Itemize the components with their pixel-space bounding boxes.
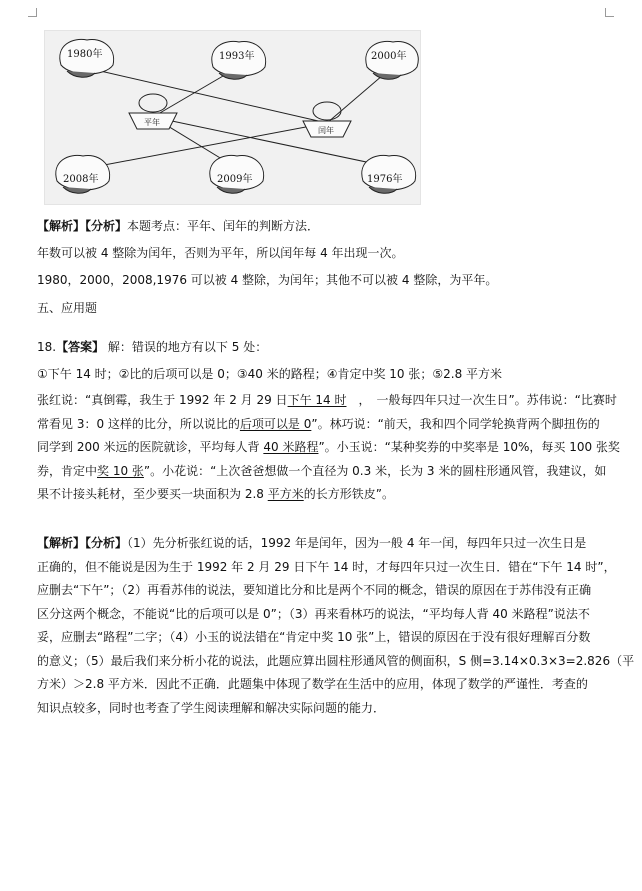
peach-label: 2000年 (371, 51, 407, 62)
basket-label: 平年 (144, 118, 160, 127)
question-number: 18. (37, 340, 57, 354)
analysis-line: 妥，应删去“路程”二字；（4）小玉的说法错在“肯定中奖 10 张”上，错误的原因在于没有很好理解百分数 (37, 630, 591, 644)
analysis-line: 【解析】【分析】（1）先分析张红说的话，1992 年是闰年，因为一般 4 年一闰，每四年只过一次生日是 (37, 536, 587, 550)
peach-label: 1993年 (219, 51, 255, 62)
peach-label: 2008年 (63, 174, 99, 185)
underlined-error: 平方米 (267, 487, 304, 501)
peach-2009 (210, 155, 264, 193)
peach-label: 2009年 (217, 174, 253, 185)
q18-story (37, 389, 620, 507)
q18-errors-list: ①下午 14 时；②比的后项可以是 0；③40 米的路程；④肯定中奖 10 张；⑤2.8 平方米 (37, 367, 503, 381)
story-line: 券，肯定中奖 10 张”。小花说：“上次爸爸想做一个直径为 0.3 米，长为 3 米的圆柱形通风管，我建议，如 (37, 463, 607, 478)
q18-analysis (37, 532, 635, 720)
page-corner-mark (28, 8, 37, 17)
match-line (153, 117, 390, 167)
story-line: 张红说：“真倒霉，我生于 1992 年 2 月 29 日下午 14 时 ， 一般每四年只过一次生日”。苏伟说：“比赛时 (37, 393, 617, 407)
q18-answer-line (37, 339, 617, 355)
analysis-1-line: 1980，2000，2008,1976 可以被 4 整除，为闰年；其他不可以被 4 整除，为平年。 (37, 273, 498, 287)
underlined-error: 后项可以是 0 (239, 416, 312, 431)
underlined-error: 奖 10 张 (97, 463, 144, 478)
matching-diagram (45, 31, 420, 204)
peach-1980 (60, 39, 114, 77)
analysis-line: 正确的，但不能说是因为生于 1992 年 2 月 29 日下午 14 时，才每四年只过一次生日．错在“下午 14 时”， (37, 559, 616, 574)
analysis-line: 知识点较多，同时也考查了学生阅读理解和解决实际问题的能力． (37, 700, 386, 715)
analysis-tag: 【解析】【分析】 (37, 219, 128, 233)
analysis-line: 区分这两个概念，不能说“比的后项可以是 0”；（3）再来看林巧的说法，“平均每人背 40 米路程”说法不 (37, 606, 590, 621)
analysis-line: 的意义；（5）最后我们来分析小花的说法，此题应算出圆柱形通风管的侧面积，S 侧=3.14×0.3×3=2.826（平 (37, 653, 635, 668)
peach-2008 (56, 155, 110, 193)
section-heading: 五、应用题 (37, 301, 98, 315)
analysis-tag: 【解析】【分析】 (37, 536, 128, 550)
answer-intro: 解：错误的地方有以下 5 处： (104, 340, 268, 354)
story-line: 常看见 3：0 这样的比分，所以说比的后项可以是 0”。林巧说：“前天，我和四个同学轮换背两个脚扭伤的 (37, 416, 600, 431)
answer-tag: 【答案】 (56, 340, 105, 354)
analysis-1-line (37, 218, 617, 234)
analysis-text: 本题考点：平年、闰年的判断方法． (127, 219, 320, 233)
underlined-error: 40 米路程 (263, 440, 319, 454)
peach-2000 (366, 41, 418, 79)
underlined-error: 下午 14 时 (287, 393, 347, 407)
leap-year-matching-figure (44, 30, 421, 205)
story-line: 果不计接头耗材，至少要买一块面积为 2.8 平方米的长方形铁皮”。 (37, 487, 394, 501)
peach-label: 1976年 (367, 174, 403, 185)
peach-1976 (362, 155, 416, 193)
story-line: 同学到 200 米远的医院就诊，平均每人背 40 米路程”。小玉说：“某种奖券的中奖率是 10%，每买 100 张奖 (37, 440, 620, 454)
analysis-line: 方米）＞2.8 平方米．因此不正确．此题集中体现了数学在生活中的应用，体现了数学的严谨性．考查的 (37, 677, 588, 691)
analysis-line: 应删去“下午”；（2）再看苏伟的说法，要知道比分和比是两个不同的概念，错误的原因在于苏伟没有正确 (37, 583, 592, 597)
peach-1993 (212, 41, 266, 79)
basket-ordinary-year (129, 94, 177, 129)
peach-label: 1980年 (67, 49, 103, 60)
match-line (83, 67, 327, 123)
analysis-1-line: 年数可以被 4 整除为闰年，否则为平年，所以闰年每 4 年出现一次。 (37, 246, 404, 260)
basket-label: 闰年 (318, 126, 334, 135)
page-corner-mark (605, 8, 614, 17)
